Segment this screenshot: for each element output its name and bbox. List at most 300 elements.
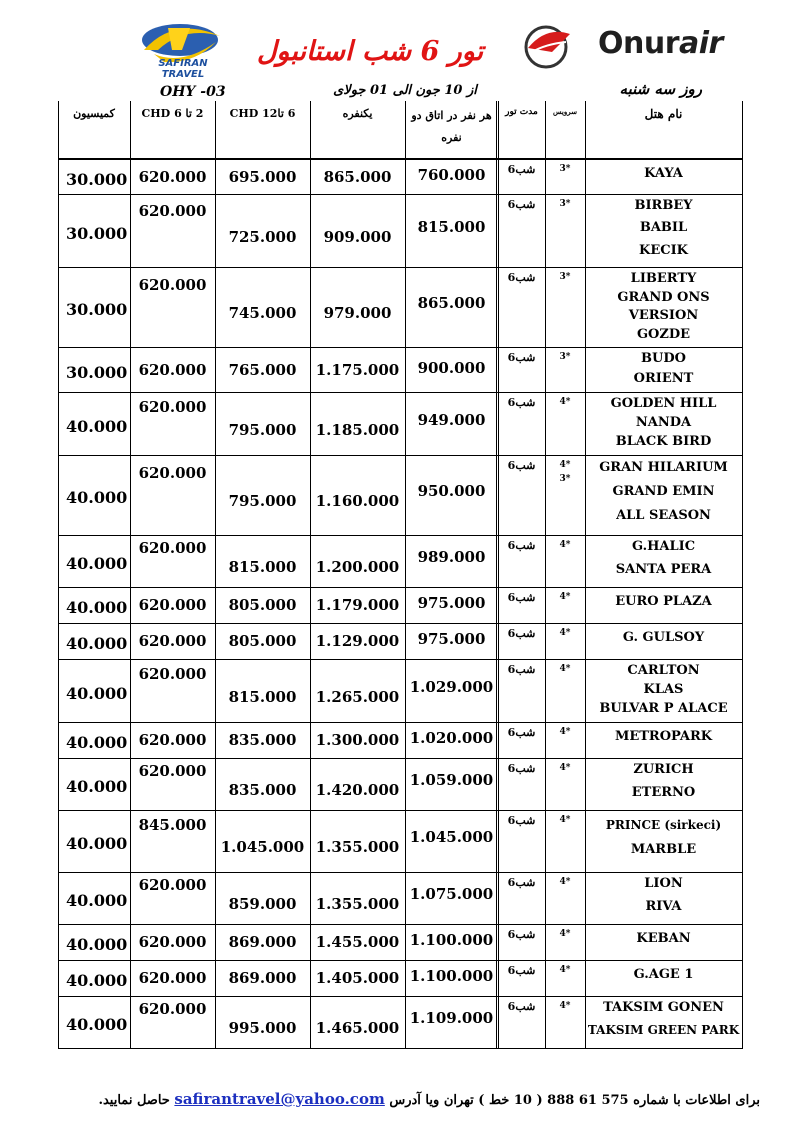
grid-line xyxy=(742,101,743,1049)
header-duration-label: مدت تور xyxy=(505,107,538,117)
chd12-price: 869.000 xyxy=(228,933,297,951)
grid-line xyxy=(130,101,131,1049)
hotel-cell xyxy=(585,925,742,960)
chd12-cell xyxy=(215,723,310,758)
header-double xyxy=(405,101,498,158)
safiran-word: SAFIRAN xyxy=(158,58,208,69)
grid-line xyxy=(310,101,311,1049)
service-cell xyxy=(545,723,585,758)
hotel-name: RIVA xyxy=(645,899,682,914)
table-row xyxy=(58,393,742,456)
chd12-price: 815.000 xyxy=(228,688,297,706)
single-cell xyxy=(310,348,405,392)
double-price: 1.059.000 xyxy=(409,771,494,789)
double-cell xyxy=(405,873,498,924)
chd6-price: 620.000 xyxy=(138,464,207,482)
hotel-name: ZURICH xyxy=(633,762,694,777)
table-row xyxy=(58,873,742,925)
commission-cell xyxy=(58,624,130,659)
table-row xyxy=(58,160,742,195)
double-cell xyxy=(405,811,498,872)
hotel-cell xyxy=(585,624,742,659)
service-cell xyxy=(545,195,585,267)
single-price: 1.420.000 xyxy=(315,781,400,799)
commission-cell xyxy=(58,723,130,758)
chd6-cell xyxy=(130,723,215,758)
duration-cell xyxy=(498,456,545,535)
chd6-cell xyxy=(130,925,215,960)
header-commission-label: کمیسیون xyxy=(73,107,115,120)
chd6-price: 620.000 xyxy=(138,969,207,987)
duration-value: 6شب xyxy=(507,964,536,977)
chd12-price: 695.000 xyxy=(228,168,297,186)
chd6-price: 620.000 xyxy=(138,539,207,557)
single-cell xyxy=(310,811,405,872)
hotel-name: EURO PLAZA xyxy=(615,594,712,609)
hotel-name: BLACK BIRD xyxy=(615,434,712,449)
table-row xyxy=(58,925,742,961)
hotel-name: VERSION xyxy=(628,308,699,323)
hotel-name: ALL SEASON xyxy=(616,508,711,523)
chd12-price: 805.000 xyxy=(228,596,297,614)
table-row xyxy=(58,268,742,348)
hotel-name: PRINCE (sirkeci) xyxy=(605,818,722,832)
commission-value: 40.000 xyxy=(66,488,128,507)
service-cell xyxy=(545,536,585,587)
single-cell xyxy=(310,456,405,535)
service-cell xyxy=(545,660,585,722)
commission-cell xyxy=(58,660,130,722)
commission-value: 30.000 xyxy=(66,363,128,382)
double-cell xyxy=(405,660,498,722)
duration-value: 6شب xyxy=(507,163,536,176)
single-cell xyxy=(310,393,405,455)
service-cell xyxy=(545,961,585,996)
header-single-label: یکنفره xyxy=(342,107,373,120)
chd6-cell xyxy=(130,660,215,722)
chd12-cell xyxy=(215,588,310,623)
table-row xyxy=(58,195,742,268)
footer-prefix: برای اطلاعات با شماره 575 61 888 ( 10 خط ) تهران ویا آدرس xyxy=(389,1093,760,1108)
table-row xyxy=(58,456,742,536)
duration-value: 6شب xyxy=(507,1000,536,1013)
table-row xyxy=(58,348,742,393)
chd12-cell xyxy=(215,961,310,996)
hotel-name: GRAND EMIN xyxy=(612,484,715,499)
hotel-cell xyxy=(585,393,742,455)
commission-value: 40.000 xyxy=(66,634,128,653)
commission-value: 40.000 xyxy=(66,834,128,853)
commission-value: 30.000 xyxy=(66,300,128,319)
chd6-price: 620.000 xyxy=(138,202,207,220)
commission-value: 30.000 xyxy=(66,170,128,189)
chd12-price: 765.000 xyxy=(228,361,297,379)
hotel-cell xyxy=(585,536,742,587)
double-price: 865.000 xyxy=(417,294,486,312)
hotel-name: SANTA PERA xyxy=(615,562,712,577)
hotel-name: MARBLE xyxy=(630,842,697,857)
hotel-cell xyxy=(585,961,742,996)
duration-cell xyxy=(498,160,545,194)
double-cell xyxy=(405,723,498,758)
hotel-cell xyxy=(585,660,742,722)
star-rating: 4* xyxy=(559,592,571,602)
chd6-cell xyxy=(130,588,215,623)
single-cell xyxy=(310,873,405,924)
single-cell xyxy=(310,759,405,810)
single-cell xyxy=(310,925,405,960)
service-cell xyxy=(545,624,585,659)
double-cell xyxy=(405,961,498,996)
grid-line xyxy=(215,101,216,1049)
chd12-cell xyxy=(215,624,310,659)
commission-cell xyxy=(58,588,130,623)
service-cell xyxy=(545,997,585,1048)
duration-cell xyxy=(498,997,545,1048)
double-price: 1.029.000 xyxy=(409,678,494,696)
double-cell xyxy=(405,160,498,194)
table-row xyxy=(58,811,742,873)
hotel-cell xyxy=(585,195,742,267)
footer-suffix: حاصل نمایید. xyxy=(98,1093,170,1108)
hotel-cell xyxy=(585,348,742,392)
double-cell xyxy=(405,536,498,587)
hotel-name: KLAS xyxy=(643,682,684,697)
hotel-cell xyxy=(585,588,742,623)
service-cell xyxy=(545,348,585,392)
duration-value: 6شب xyxy=(507,627,536,640)
hotel-name: GOLDEN HILL xyxy=(610,396,717,411)
commission-cell xyxy=(58,811,130,872)
commission-value: 40.000 xyxy=(66,733,128,752)
service-cell xyxy=(545,268,585,347)
header-service xyxy=(545,101,585,158)
double-price: 950.000 xyxy=(417,482,486,500)
service-cell xyxy=(545,160,585,194)
double-cell xyxy=(405,268,498,347)
star-rating: 4* xyxy=(559,628,571,638)
double-cell xyxy=(405,624,498,659)
duration-value: 6شب xyxy=(507,459,536,472)
hotel-cell xyxy=(585,268,742,347)
chd6-price: 620.000 xyxy=(138,276,207,294)
chd6-cell xyxy=(130,195,215,267)
duration-cell xyxy=(498,873,545,924)
chd6-price: 620.000 xyxy=(138,731,207,749)
commission-cell xyxy=(58,195,130,267)
hotel-name: BABIL xyxy=(639,220,688,235)
single-cell xyxy=(310,160,405,194)
hotel-name: G.AGE 1 xyxy=(633,967,694,982)
hotel-name: LION xyxy=(644,876,683,891)
duration-cell xyxy=(498,536,545,587)
header-hotel-label: نام هتل xyxy=(644,107,683,121)
single-price: 1.160.000 xyxy=(315,492,400,510)
commission-value: 40.000 xyxy=(66,935,128,954)
chd6-cell xyxy=(130,456,215,535)
hotel-name: TAKSIM GONEN xyxy=(603,1000,724,1015)
hotel-name: GOZDE xyxy=(636,327,691,342)
hotel-name: KEBAN xyxy=(636,931,691,946)
chd12-cell xyxy=(215,536,310,587)
commission-cell xyxy=(58,997,130,1048)
hotel-name: BIRBEY xyxy=(634,198,693,213)
double-price: 975.000 xyxy=(417,630,486,648)
chd12-cell xyxy=(215,393,310,455)
duration-value: 6شب xyxy=(507,876,536,889)
double-cell xyxy=(405,195,498,267)
hotel-name: TAKSIM GREEN PARK xyxy=(587,1023,740,1037)
onur-text: Onur xyxy=(598,26,680,61)
chd6-cell xyxy=(130,759,215,810)
air-text: air xyxy=(679,26,723,61)
commission-value: 40.000 xyxy=(66,1015,128,1034)
chd12-price: 1.045.000 xyxy=(220,838,305,856)
single-price: 1.355.000 xyxy=(315,838,400,856)
service-cell xyxy=(545,456,585,535)
single-cell xyxy=(310,588,405,623)
single-cell xyxy=(310,624,405,659)
commission-cell xyxy=(58,456,130,535)
hotel-cell xyxy=(585,873,742,924)
chd12-cell xyxy=(215,759,310,810)
onurair-wordmark xyxy=(598,26,723,61)
commission-value: 30.000 xyxy=(66,224,128,243)
single-price: 1.175.000 xyxy=(315,361,400,379)
service-cell xyxy=(545,759,585,810)
chd6-price: 620.000 xyxy=(138,876,207,894)
table-header-row xyxy=(58,101,742,160)
service-cell xyxy=(545,873,585,924)
single-price: 909.000 xyxy=(323,228,392,246)
chd6-cell xyxy=(130,997,215,1048)
chd6-cell xyxy=(130,811,215,872)
commission-value: 40.000 xyxy=(66,777,128,796)
single-cell xyxy=(310,997,405,1048)
header-chd12 xyxy=(215,101,310,158)
single-price: 1.300.000 xyxy=(315,731,400,749)
chd6-cell xyxy=(130,348,215,392)
commission-value: 40.000 xyxy=(66,417,128,436)
single-price: 1.455.000 xyxy=(315,933,400,951)
chd12-cell xyxy=(215,160,310,194)
chd6-cell xyxy=(130,873,215,924)
hotel-cell xyxy=(585,456,742,535)
contact-email-link[interactable]: safirantravel@yahoo.com xyxy=(174,1090,385,1108)
commission-value: 40.000 xyxy=(66,891,128,910)
hotel-name: G. GULSOY xyxy=(622,630,705,645)
commission-cell xyxy=(58,961,130,996)
double-cell xyxy=(405,997,498,1048)
hotel-cell xyxy=(585,160,742,194)
duration-value: 6شب xyxy=(507,663,536,676)
page-title: تور 6 شب استانبول xyxy=(256,36,484,67)
hotel-cell xyxy=(585,759,742,810)
header-double-label: هر نفر در اتاق دو نفره xyxy=(411,109,492,144)
double-price: 1.100.000 xyxy=(409,967,494,985)
commission-value: 40.000 xyxy=(66,971,128,990)
commission-value: 40.000 xyxy=(66,684,128,703)
chd12-price: 805.000 xyxy=(228,632,297,650)
tour-code: OHY -03 xyxy=(160,84,226,100)
tour-dates: از 10 جون الی 01 جولای xyxy=(333,83,477,98)
chd12-price: 859.000 xyxy=(228,895,297,913)
chd6-cell xyxy=(130,268,215,347)
header-single xyxy=(310,101,405,158)
duration-value: 6شب xyxy=(507,539,536,552)
grid-line xyxy=(58,101,59,1049)
duration-cell xyxy=(498,811,545,872)
single-cell xyxy=(310,536,405,587)
safiran-logo-text xyxy=(138,58,228,80)
chd12-price: 795.000 xyxy=(228,492,297,510)
commission-cell xyxy=(58,268,130,347)
duration-value: 6شب xyxy=(507,198,536,211)
table-row xyxy=(58,624,742,660)
commission-cell xyxy=(58,536,130,587)
chd6-price: 620.000 xyxy=(138,398,207,416)
chd12-cell xyxy=(215,811,310,872)
commission-cell xyxy=(58,873,130,924)
chd12-cell xyxy=(215,997,310,1048)
duration-value: 6شب xyxy=(507,928,536,941)
single-price: 979.000 xyxy=(323,304,392,322)
commission-cell xyxy=(58,759,130,810)
grid-line xyxy=(585,101,586,1049)
header-chd6-label: 2 تا 6 CHD xyxy=(141,107,204,120)
duration-cell xyxy=(498,759,545,810)
double-price: 900.000 xyxy=(417,359,486,377)
hotel-cell xyxy=(585,723,742,758)
header-hotel xyxy=(585,101,742,158)
star-rating: 4* xyxy=(559,1001,571,1011)
chd12-price: 835.000 xyxy=(228,731,297,749)
hotel-name: ETERNO xyxy=(631,785,696,800)
star-rating: 4* xyxy=(559,540,571,550)
double-cell xyxy=(405,393,498,455)
single-price: 1.185.000 xyxy=(315,421,400,439)
single-price: 865.000 xyxy=(323,168,392,186)
single-cell xyxy=(310,195,405,267)
star-rating: 4* xyxy=(559,727,571,737)
duration-cell xyxy=(498,925,545,960)
grid-line xyxy=(496,101,499,1049)
hotel-name: KECIK xyxy=(639,243,688,258)
single-price: 1.179.000 xyxy=(315,596,400,614)
star-rating: 4* xyxy=(559,763,571,773)
chd6-cell xyxy=(130,393,215,455)
star-rating: 4* xyxy=(559,929,571,939)
duration-value: 6شب xyxy=(507,591,536,604)
hotel-cell xyxy=(585,811,742,872)
service-cell xyxy=(545,588,585,623)
double-price: 1.109.000 xyxy=(409,1009,494,1027)
star-rating: 4* xyxy=(559,397,571,407)
double-price: 989.000 xyxy=(417,548,486,566)
chd6-cell xyxy=(130,624,215,659)
chd12-cell xyxy=(215,660,310,722)
hotel-name: KAYA xyxy=(644,166,683,181)
commission-cell xyxy=(58,160,130,194)
single-price: 1.265.000 xyxy=(315,688,400,706)
single-cell xyxy=(310,723,405,758)
duration-cell xyxy=(498,624,545,659)
table-row xyxy=(58,759,742,811)
table-row xyxy=(58,660,742,723)
star-rating: 3* xyxy=(559,272,571,282)
grid-line xyxy=(405,101,406,1049)
star-rating: 4* xyxy=(559,664,571,674)
table-row xyxy=(58,536,742,588)
hotel-name: GRAN HILARIUM xyxy=(599,460,728,475)
single-price: 1.465.000 xyxy=(315,1019,400,1037)
table-row xyxy=(58,588,742,624)
commission-value: 40.000 xyxy=(66,554,128,573)
chd12-cell xyxy=(215,873,310,924)
duration-cell xyxy=(498,348,545,392)
service-cell xyxy=(545,925,585,960)
single-price: 1.200.000 xyxy=(315,558,400,576)
header-chd12-label: 6 تا12 CHD xyxy=(229,107,296,120)
commission-cell xyxy=(58,393,130,455)
star-rating: 4* xyxy=(559,460,571,470)
table-row xyxy=(58,961,742,997)
chd6-price: 620.000 xyxy=(138,632,207,650)
hotel-name: BUDO xyxy=(641,351,686,366)
double-price: 1.100.000 xyxy=(409,931,494,949)
chd6-price: 620.000 xyxy=(138,361,207,379)
chd12-price: 995.000 xyxy=(228,1019,297,1037)
double-price: 1.020.000 xyxy=(409,729,494,747)
duration-value: 6شب xyxy=(507,814,536,827)
chd12-price: 815.000 xyxy=(228,558,297,576)
chd6-price: 620.000 xyxy=(138,665,207,683)
duration-value: 6شب xyxy=(507,726,536,739)
double-price: 1.075.000 xyxy=(409,885,494,903)
double-price: 760.000 xyxy=(417,166,486,184)
star-rating: 4* xyxy=(559,965,571,975)
duration-value: 6شب xyxy=(507,762,536,775)
duration-value: 6شب xyxy=(507,351,536,364)
hotel-name: LIBERTY xyxy=(630,271,697,286)
chd12-price: 745.000 xyxy=(228,304,297,322)
service-cell xyxy=(545,811,585,872)
double-price: 815.000 xyxy=(417,218,486,236)
commission-value: 40.000 xyxy=(66,598,128,617)
hotel-name: METROPARK xyxy=(614,729,713,744)
single-price: 1.405.000 xyxy=(315,969,400,987)
duration-value: 6شب xyxy=(507,271,536,284)
star-rating: 3* xyxy=(559,164,571,174)
header-chd6 xyxy=(130,101,215,158)
header-service-label: سرویس xyxy=(553,107,577,116)
single-cell xyxy=(310,660,405,722)
hotel-name: G.HALIC xyxy=(631,539,696,554)
duration-cell xyxy=(498,723,545,758)
chd12-cell xyxy=(215,925,310,960)
chd6-price: 620.000 xyxy=(138,933,207,951)
single-price: 1.355.000 xyxy=(315,895,400,913)
double-price: 975.000 xyxy=(417,594,486,612)
header-duration xyxy=(498,101,545,158)
chd6-price: 620.000 xyxy=(138,1000,207,1018)
chd6-cell xyxy=(130,160,215,194)
footer-contact xyxy=(98,1090,760,1108)
star-rating: 4* xyxy=(559,877,571,887)
duration-cell xyxy=(498,588,545,623)
double-cell xyxy=(405,348,498,392)
star-rating: 3* xyxy=(559,474,571,484)
